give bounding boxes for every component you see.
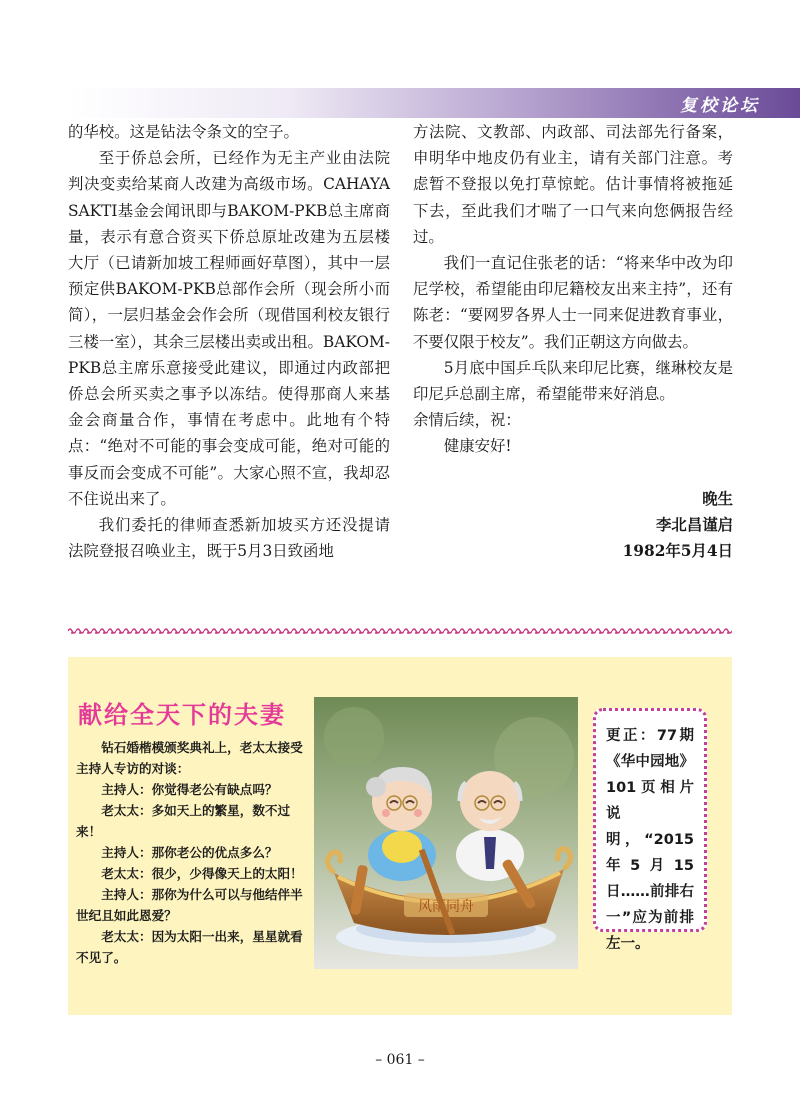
left-paragraph-3: 我们委托的律师查悉新加坡买方还没提请法院登报召唤业主，既于5月3日致函地: [68, 516, 390, 561]
dialogue-text: [76, 737, 308, 968]
dialogue-line-3: 老太太：多如天上的繁星，数不过来！: [76, 803, 291, 839]
dialogue-line-6: 主持人：那你为什么可以与他结伴半世纪且如此恩爱？: [76, 887, 303, 923]
boat-inscription: 风雨同舟: [418, 899, 474, 915]
dialogue-line-5: 老太太：很少，少得像天上的太阳！: [101, 866, 303, 881]
dialogue-line-2: 主持人：你觉得老公有缺点吗？: [101, 782, 278, 797]
elderly-couple-boat-photo: [314, 697, 578, 969]
correction-note: 更正：77期《华中园地》101页相片说明，“2015年5月15日……前排右一”应为前排左一。: [593, 708, 707, 932]
feature-box: [68, 657, 732, 1015]
left-paragraph-2: 至于侨总会所，已经作为无主产业由法院判决变卖给某商人改建为高级市场。CAHAYA SAKTI基金会闻讯即与BAKOM-PKB总主席商量，表示有意合资买下侨总原址改建为五层楼大厅（已请新加坡工程师画好草图），其中一层预定供BAKOM-PKB总部作会所（现会所小而简），一层归基金会作会所（现借国利校友银行三楼一室），其余三层楼出卖或出租。BAKOM-PKB总主席乐意接受此建议，即通过内政部把侨总会所买卖之事予以冻结。使得那商人来基金会商量合作，事情在考虑中。此地有个特点：“绝对不可能的事会变成可能，绝对可能的事反而会变成不可能”。大家心照不宣，我却忍不住说出来了。: [68, 149, 390, 508]
signature-date: 1982年5月4日: [622, 542, 733, 561]
right-paragraph-4: 余情后续，祝：: [413, 411, 521, 430]
decorative-divider: [68, 627, 732, 635]
signature-line1: 晚生: [702, 489, 733, 508]
left-column: [68, 119, 390, 564]
section-header-band: [68, 88, 800, 118]
dialogue-line-7: 老太太：因为太阳一出来，星星就看不见了。: [76, 929, 303, 965]
feature-title: 献给全天下的夫妻: [78, 700, 286, 729]
dialogue-line-1: 钻石婚楷模颁奖典礼上，老太太接受主持人专访的对谈：: [76, 740, 303, 776]
right-column: [413, 119, 733, 564]
page-number: – 061 –: [375, 1052, 425, 1068]
signature-line2: 李北昌谨启: [656, 515, 733, 534]
right-paragraph-3: 5月底中国乒乓队来印尼比赛，继琳校友是印尼乒总副主席，希望能带来好消息。: [413, 358, 733, 404]
section-title: 复校论坛: [680, 96, 760, 116]
right-paragraph-2: 我们一直记住张老的话：“将来华中改为印尼学校，希望能由印尼籍校友出来主持”，还有陈老：“要网罗各界人士一同来促进教育事业，不要仅限于校友”。我们正朝这方向做去。: [413, 254, 733, 351]
right-paragraph-5: 健康安好!: [443, 437, 512, 456]
right-paragraph-1: 方法院、文教部、内政部、司法部先行备案，申明华中地皮仍有业主，请有关部门注意。考虑暂不登报以免打草惊蛇。估计事情将被拖延下去，至此我们才喘了一口气来向您俩报告经过。: [413, 123, 733, 246]
dialogue-line-4: 主持人：那你老公的优点多么？: [101, 845, 278, 860]
left-paragraph-1: 的华校。这是钻法令条文的空子。: [68, 123, 299, 141]
